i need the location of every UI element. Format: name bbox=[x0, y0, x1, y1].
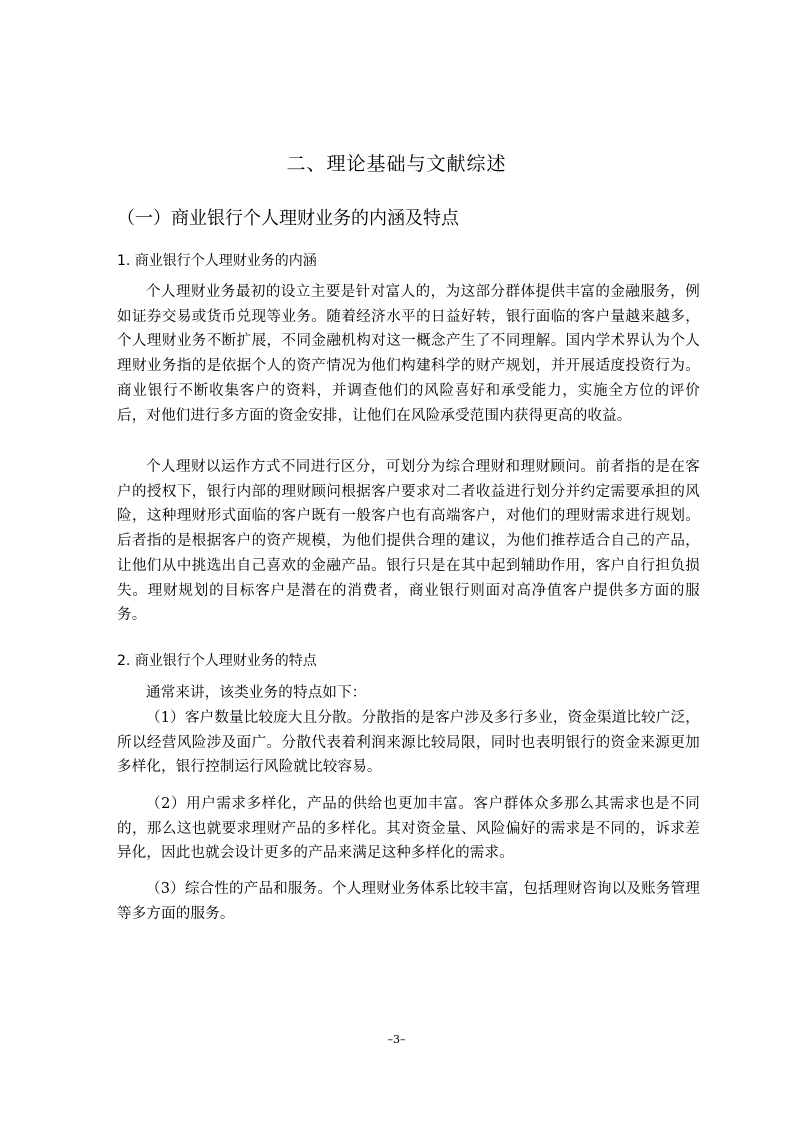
section-title: （一）商业银行个人理财业务的内涵及特点 bbox=[117, 208, 459, 229]
paragraph: （3）综合性的产品和服务。个人理财业务体系比较丰富，包括理财咨询以及账务管理等多方面的服务。 bbox=[117, 881, 700, 922]
page-number: –3– bbox=[387, 1033, 406, 1046]
paragraph: （2）用户需求多样化，产品的供给也更加丰富。客户群体众多那么其需求也是不同的，那么这也就要求理财产品的多样化。其对资金量、风险偏好的需求是不同的，诉求差异化，因此也就会设计更多的产品来满足这种多样化的需求。 bbox=[117, 796, 700, 862]
subsection-title-1: 1. 商业银行个人理财业务的内涵 bbox=[117, 253, 317, 269]
subsection-title-2: 2. 商业银行个人理财业务的特点 bbox=[117, 653, 317, 669]
paragraph: 个人理财以运作方式不同进行区分，可划分为综合理财和理财顾问。前者指的是在客户的授权下，银行内部的理财顾问根据客户要求对二者收益进行划分并约定需要承担的风险，这种理财形式面临的客户既有一般客户也有高端客户，对他们的理财需求进行规划。后者指的是根据客户的资产规模，为他们提供合理的建议，为他们推荐适合自己的产品，让他们从中挑选出自己喜欢的金融产品。银行只是在其中起到辅助作用，客户自行担负损失。理财规划的目标客户是潜在的消费者，商业银行则面对高净值客户提供多方面的服务。 bbox=[117, 459, 700, 624]
paragraph: 个人理财业务最初的设立主要是针对富人的，为这部分群体提供丰富的金融服务，例如证券交易或货币兑现等业务。随着经济水平的日益好转，银行面临的客户量越来越多，个人理财业务不断扩展，不同金融机构对这一概念产生了不同理解。国内学术界认为个人理财业务指的是依据个人的资产情况为他们构建科学的财产规划，并开展适度投资行为。商业银行不断收集客户的资料，并调查他们的风险喜好和承受能力，实施全方位的评价后，对他们进行多方面的资金安排，让他们在风险承受范围内获得更高的收益。 bbox=[117, 284, 700, 424]
paragraph: （1）客户数量比较庞大且分散。分散指的是客户涉及多行多业，资金渠道比较广泛，所以经营风险涉及面广。分散代表着利润来源比较局限，同时也表明银行的资金来源更加多样化，银行控制运行风险就比较容易。 bbox=[117, 710, 700, 776]
chapter-title: 二、理论基础与文献综述 bbox=[286, 153, 507, 175]
paragraph: 通常来讲，该类业务的特点如下： bbox=[146, 685, 367, 701]
